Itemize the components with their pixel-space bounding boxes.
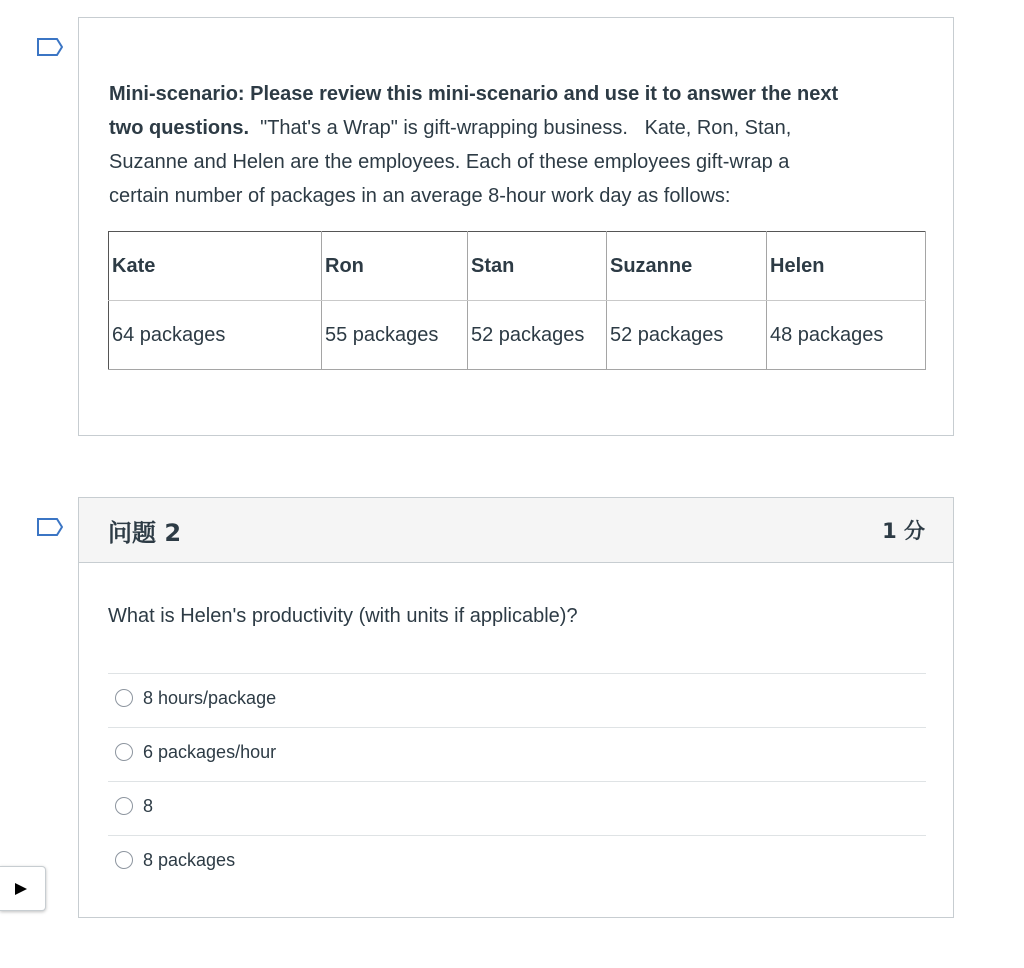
table-cell: 48 packages [767, 301, 926, 370]
answer-list [108, 673, 926, 889]
expand-panel-button[interactable] [0, 866, 46, 911]
question-card [78, 497, 954, 918]
question-points: 1 分 [882, 519, 925, 543]
scenario-bold-line2: two questions. [109, 117, 249, 139]
table-row [109, 301, 926, 370]
scenario-text [109, 77, 909, 213]
radio-button[interactable] [115, 851, 133, 869]
table-header-cell: Kate [109, 232, 322, 301]
play-triangle-icon [14, 882, 28, 896]
answer-label[interactable]: 8 hours/package [143, 688, 277, 708]
radio-button[interactable] [115, 689, 133, 707]
answer-label[interactable]: 6 packages/hour [143, 742, 277, 762]
productivity-table [108, 231, 926, 370]
question-text: What is Helen's productivity (with units if applicable)? [108, 605, 578, 627]
table-header-cell: Ron [322, 232, 468, 301]
question-title: 问题 2 [108, 519, 182, 547]
table-cell: 55 packages [322, 301, 468, 370]
answer-label[interactable]: 8 [143, 796, 154, 816]
table-header-row [109, 232, 926, 301]
radio-button[interactable] [115, 743, 133, 761]
question-header [79, 498, 953, 563]
table-cell: 52 packages [607, 301, 767, 370]
scenario-card [78, 17, 954, 436]
scenario-line2: "That's a Wrap" is gift-wrapping business. Kate, Ron, Stan, [249, 117, 792, 139]
answer-label[interactable]: 8 packages [143, 850, 236, 870]
scenario-line3: Suzanne and Helen are the employees. Each of these employees gift-wrap a [109, 151, 790, 173]
table-header-cell: Stan [468, 232, 607, 301]
answer-option[interactable] [108, 835, 926, 889]
answer-option[interactable] [108, 781, 926, 835]
table-cell: 52 packages [468, 301, 607, 370]
radio-button[interactable] [115, 797, 133, 815]
scenario-line4: certain number of packages in an average 8-hour work day as follows: [109, 185, 731, 207]
flag-question-icon[interactable] [37, 38, 63, 56]
table-header-cell: Helen [767, 232, 926, 301]
answer-option[interactable] [108, 727, 926, 781]
answer-option[interactable] [108, 673, 926, 727]
table-cell: 64 packages [109, 301, 322, 370]
scenario-bold-line1: Mini-scenario: Please review this mini-scenario and use it to answer the next [109, 83, 839, 105]
table-header-cell: Suzanne [607, 232, 767, 301]
flag-question-icon[interactable] [37, 518, 63, 536]
